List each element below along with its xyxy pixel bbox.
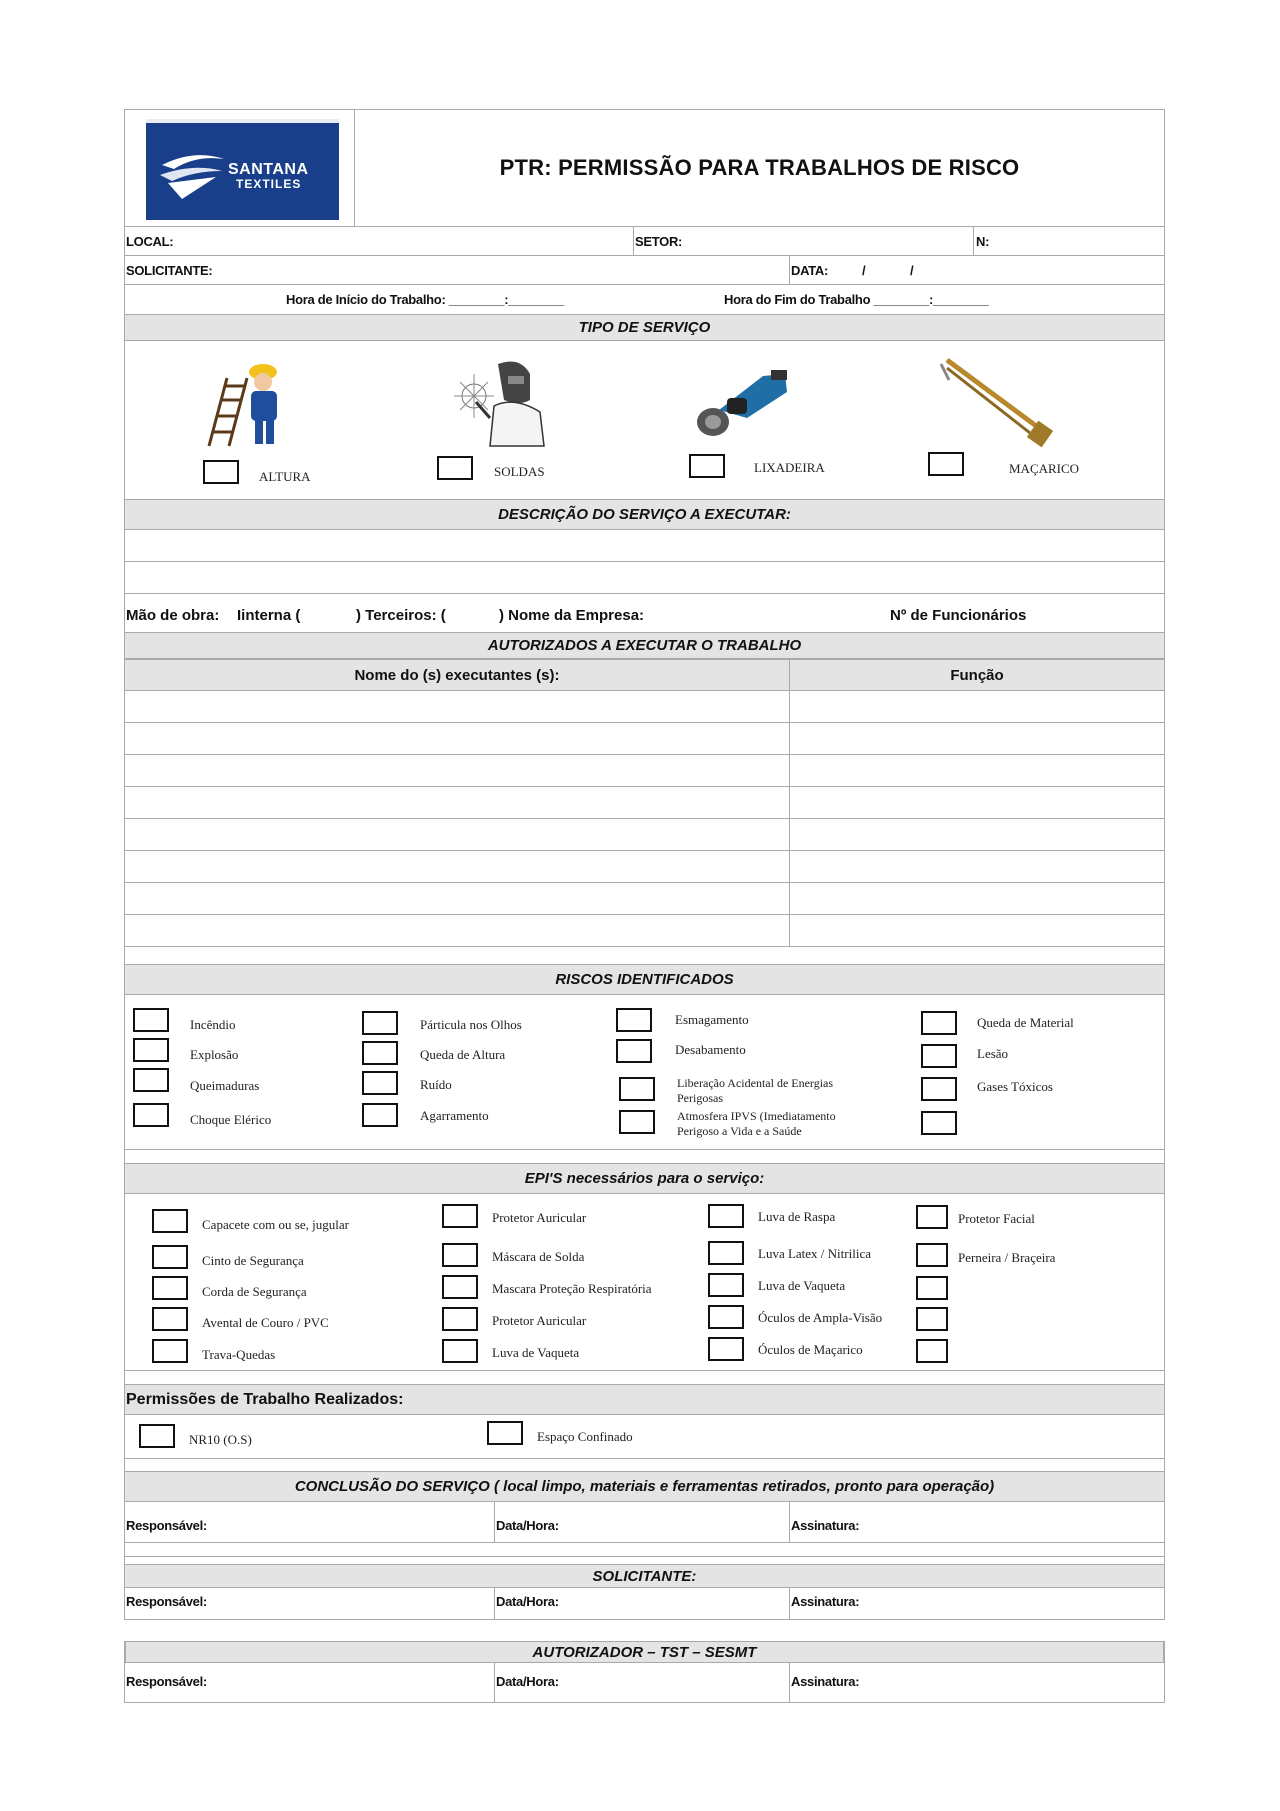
angle-grinder-icon	[693, 362, 789, 444]
ptr-form	[124, 109, 1165, 1703]
risco-label: Liberação Acidental de Energias Perigosas	[677, 1076, 834, 1105]
form-title: PTR: PERMISSÃO PARA TRABALHOS DE RISCO	[499, 155, 1020, 180]
checkbox-risco-extra[interactable]	[921, 1111, 957, 1135]
epi-label: Cinto de Segurança	[202, 1253, 304, 1268]
epi-label: Máscara de Solda	[492, 1249, 585, 1264]
executantes-header-row	[125, 659, 1164, 691]
setor-label: SETOR:	[635, 234, 683, 249]
checkbox-epi-protetor-auricular[interactable]	[442, 1204, 478, 1228]
risco-label: Agarramento	[420, 1108, 489, 1123]
risco-label: Atmosfera IPVS (Imediatamento Perigoso a Vida e a Saúde	[677, 1109, 836, 1138]
checkbox-risco-queimaduras[interactable]	[133, 1068, 169, 1092]
epi-label: Luva de Vaqueta	[492, 1345, 580, 1360]
assinatura-label: Assinatura:	[791, 1594, 860, 1609]
logo-text-textiles: TEXTILES	[236, 177, 302, 191]
servico-soldas-label: SOLDAS	[494, 464, 545, 479]
welder-icon	[450, 356, 550, 448]
checkbox-epi-extra-3[interactable]	[916, 1339, 948, 1363]
checkbox-risco-incendio[interactable]	[133, 1008, 169, 1032]
epi-label: Protetor Auricular	[492, 1313, 587, 1328]
servico-lixadeira-label: LIXADEIRA	[754, 460, 825, 475]
checkbox-lixadeira[interactable]	[689, 454, 725, 478]
checkbox-macarico[interactable]	[928, 452, 964, 476]
checkbox-risco-liberacao-energias[interactable]	[619, 1077, 655, 1101]
num-funcionarios-label: Nº de Funcionários	[890, 607, 1027, 624]
risco-label: Lesão	[977, 1046, 1009, 1061]
risco-label: Choque Elérico	[190, 1112, 272, 1127]
permissao-label: Espaço Confinado	[537, 1429, 633, 1444]
data-label: DATA:	[791, 263, 829, 278]
epi-label: Óculos de Ampla-Visão	[758, 1310, 883, 1325]
torch-icon	[935, 354, 1055, 452]
checkbox-epi-mascara-solda[interactable]	[442, 1243, 478, 1267]
n-label: N:	[976, 234, 990, 249]
epi-label: Perneira / Braçeira	[958, 1250, 1056, 1265]
permissoes-header: Permissões de Trabalho Realizados:	[125, 1384, 1164, 1415]
mao-de-obra-label: Mão de obra:	[126, 607, 220, 624]
risco-label: Párticula nos Olhos	[420, 1017, 522, 1032]
hora-fim-label: Hora do Fim do Trabalho ________:________	[724, 292, 989, 307]
assinatura-label: Assinatura:	[791, 1674, 860, 1689]
checkbox-altura[interactable]	[203, 460, 239, 484]
checkbox-epi-protetor-facial[interactable]	[916, 1205, 948, 1229]
responsavel-label: Responsável:	[126, 1518, 207, 1533]
epi-label: Protetor Auricular	[492, 1210, 587, 1225]
checkbox-soldas[interactable]	[437, 456, 473, 480]
nome-empresa-label: ) Nome da Empresa:	[499, 607, 645, 624]
responsavel-label: Responsável:	[126, 1594, 207, 1609]
autorizados-header: AUTORIZADOS A EXECUTAR O TRABALHO	[125, 632, 1164, 659]
risco-label: Ruído	[420, 1077, 452, 1092]
checkbox-risco-agarramento[interactable]	[362, 1103, 398, 1127]
responsavel-label: Responsável:	[126, 1674, 207, 1689]
checkbox-epi-mascara-respiratoria[interactable]	[442, 1275, 478, 1299]
risco-label: Desabamento	[675, 1042, 746, 1057]
solicitante-section-header: SOLICITANTE:	[125, 1564, 1164, 1588]
checkbox-risco-gases[interactable]	[921, 1077, 957, 1101]
checkbox-epi-oculos-macarico[interactable]	[708, 1337, 744, 1361]
risco-label: Incêndio	[190, 1017, 236, 1032]
checkbox-risco-esmagamento[interactable]	[616, 1008, 652, 1032]
riscos-header: RISCOS IDENTIFICADOS	[125, 964, 1164, 995]
epi-label: Luva de Vaqueta	[758, 1278, 846, 1293]
risco-label: Queda de Altura	[420, 1047, 506, 1062]
epi-label: Luva Latex / Nitrilica	[758, 1246, 871, 1261]
epi-label: Protetor Facial	[958, 1211, 1035, 1226]
company-logo	[146, 119, 339, 220]
epi-label: Avental de Couro / PVC	[202, 1315, 329, 1330]
santana-swoosh-icon	[154, 147, 234, 207]
epi-label: Corda de Segurança	[202, 1284, 307, 1299]
mao-de-obra-interna: Iinterna (	[237, 607, 301, 624]
autorizador-header: AUTORIZADOR – TST – SESMT	[125, 1641, 1164, 1663]
checkbox-epi-extra-2[interactable]	[916, 1307, 948, 1331]
epis-header: EPI'S necessários para o serviço:	[125, 1163, 1164, 1194]
checkbox-espaco-confinado[interactable]	[487, 1421, 523, 1445]
checkbox-epi-cinto[interactable]	[152, 1245, 188, 1269]
data-hora-label: Data/Hora:	[496, 1674, 559, 1689]
checkbox-epi-luva-vaqueta-2[interactable]	[708, 1273, 744, 1297]
epi-label: Capacete com ou se, jugular	[202, 1217, 349, 1232]
checkbox-risco-queda-altura[interactable]	[362, 1041, 398, 1065]
checkbox-nr10[interactable]	[139, 1424, 175, 1448]
servico-macarico-label: MAÇARICO	[1009, 461, 1080, 476]
checkbox-epi-luva-raspa[interactable]	[708, 1204, 744, 1228]
epi-label: Luva de Raspa	[758, 1209, 836, 1224]
logo-text-santana: SANTANA	[228, 161, 309, 178]
conclusao-header: CONCLUSÃO DO SERVIÇO ( local limpo, materiais e ferramentas retirados, pronto para operação)	[125, 1471, 1164, 1502]
data-separator: /	[862, 263, 866, 278]
local-label: LOCAL:	[126, 234, 174, 249]
checkbox-risco-queda-material[interactable]	[921, 1011, 957, 1035]
checkbox-risco-explosao[interactable]	[133, 1038, 169, 1062]
risco-label: Queimaduras	[190, 1078, 260, 1093]
checkbox-epi-oculos-ampla-visao[interactable]	[708, 1305, 744, 1329]
solicitante-label: SOLICITANTE:	[126, 263, 213, 278]
checkbox-epi-luva-vaqueta[interactable]	[442, 1339, 478, 1363]
col-funcao: Função	[950, 666, 1004, 684]
hora-inicio-label: Hora de Início do Trabalho: ________:________	[286, 292, 564, 307]
checkbox-risco-desabamento[interactable]	[616, 1039, 652, 1063]
checkbox-epi-perneira[interactable]	[916, 1243, 948, 1267]
epi-label: Mascara Proteção Respiratória	[492, 1281, 652, 1296]
checkbox-epi-corda[interactable]	[152, 1276, 188, 1300]
checkbox-epi-protetor-auricular-2[interactable]	[442, 1307, 478, 1331]
servico-altura-label: ALTURA	[259, 469, 311, 484]
data-hora-label: Data/Hora:	[496, 1594, 559, 1609]
checkbox-risco-particula[interactable]	[362, 1011, 398, 1035]
checkbox-epi-luva-latex[interactable]	[708, 1241, 744, 1265]
col-nome-executantes: Nome do (s) executantes (s):	[354, 666, 560, 684]
data-hora-label: Data/Hora:	[496, 1518, 559, 1533]
checkbox-epi-extra-1[interactable]	[916, 1276, 948, 1300]
data-separator: /	[910, 263, 914, 278]
checkbox-risco-atmosfera-ipvs[interactable]	[619, 1110, 655, 1134]
assinatura-label: Assinatura:	[791, 1518, 860, 1533]
permissao-label: NR10 (O.S)	[189, 1432, 252, 1447]
checkbox-epi-avental[interactable]	[152, 1307, 188, 1331]
risco-label: Gases Tóxicos	[977, 1079, 1053, 1094]
tipo-servico-header: TIPO DE SERVIÇO	[125, 314, 1164, 341]
descricao-header: DESCRIÇÃO DO SERVIÇO A EXECUTAR:	[125, 499, 1164, 530]
epi-label: Óculos de Maçarico	[758, 1342, 863, 1357]
risco-label: Explosão	[190, 1047, 239, 1062]
checkbox-risco-choque[interactable]	[133, 1103, 169, 1127]
checkbox-risco-ruido[interactable]	[362, 1071, 398, 1095]
checkbox-risco-lesao[interactable]	[921, 1044, 957, 1068]
epi-label: Trava-Quedas	[202, 1347, 276, 1362]
risco-label: Queda de Material	[977, 1015, 1074, 1030]
worker-ladder-icon	[203, 358, 287, 448]
checkbox-epi-capacete[interactable]	[152, 1209, 188, 1233]
mao-de-obra-terceiros: ) Terceiros: (	[356, 607, 446, 624]
risco-label: Esmagamento	[675, 1012, 749, 1027]
checkbox-epi-trava-quedas[interactable]	[152, 1339, 188, 1363]
